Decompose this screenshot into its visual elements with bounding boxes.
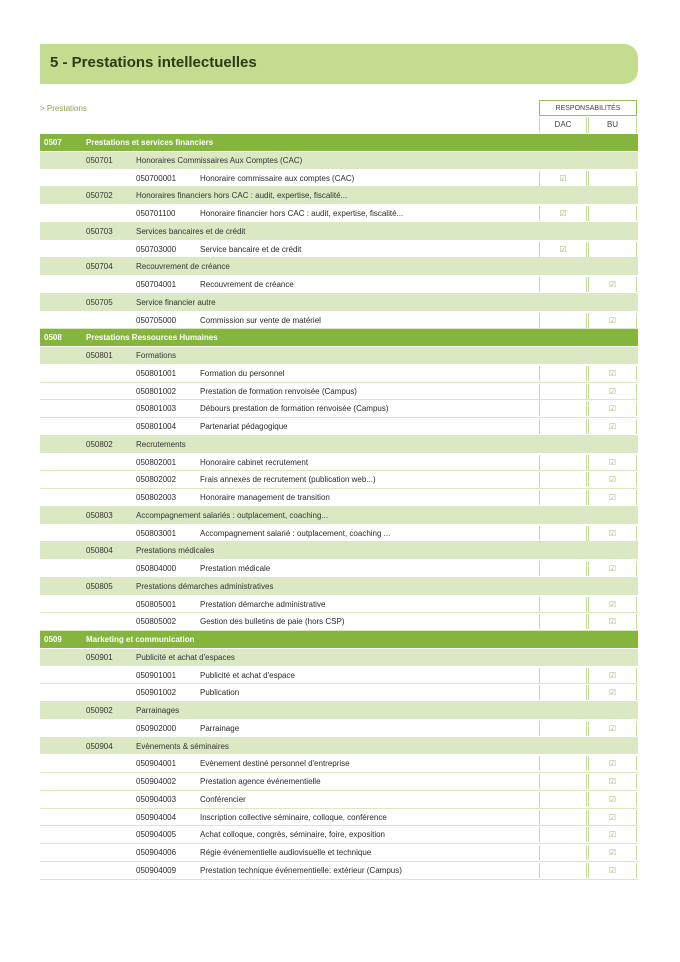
dac-checkbox-icon	[539, 401, 587, 416]
row-label: Prestation médicale	[200, 564, 271, 573]
row-label: Gestion des bulletins de paie (hors CSP)	[200, 617, 345, 627]
bu-checkbox-icon: ☑	[588, 614, 637, 629]
row-label: Publication	[200, 688, 240, 698]
row-label: Publicité et achat d'espace	[200, 670, 295, 680]
subcategory-row	[40, 223, 638, 241]
bu-checkbox-icon: ☑	[588, 845, 637, 860]
dac-checkbox-icon	[539, 366, 587, 381]
bu-checkbox-icon: ☑	[588, 277, 637, 292]
subheader: > Prestations	[40, 104, 87, 113]
row-label: Honoraire financier hors CAC : audit, expertise, fiscalité...	[200, 209, 404, 218]
category-row	[40, 134, 638, 152]
row-code: 050904001	[136, 759, 177, 769]
dac-checkbox-icon: ☑	[539, 242, 587, 257]
responsibilities-header: RESPONSABILITÉS	[539, 100, 637, 116]
bu-checkbox-icon: ☑	[588, 313, 637, 328]
item-row	[40, 454, 638, 472]
bu-checkbox-icon: ☑	[588, 774, 637, 789]
row-code: 050902	[86, 706, 113, 715]
row-label: Recouvrement de créance	[136, 262, 230, 272]
row-label: Prestations médicales	[136, 546, 215, 556]
item-row	[40, 809, 638, 827]
bu-checkbox-icon: ☑	[588, 827, 637, 842]
row-label: Prestation technique événementielle: extérieur (Campus)	[200, 865, 402, 875]
row-label: Parrainages	[136, 706, 180, 715]
row-label: Formation du personnel	[200, 368, 285, 378]
row-label: Conférencier	[200, 794, 246, 804]
subcategory-row	[40, 258, 638, 276]
row-code: 050801002	[136, 386, 177, 396]
subcategory-row	[40, 347, 638, 365]
item-row	[40, 276, 638, 294]
item-row	[40, 471, 638, 489]
dac-checkbox-icon	[539, 472, 587, 487]
item-row	[40, 755, 638, 773]
bu-checkbox-icon: ☑	[588, 419, 637, 434]
bu-checkbox-icon: ☑	[588, 384, 637, 399]
item-row	[40, 791, 638, 809]
row-label: Accompagnement salariés : outplacement, coaching...	[136, 510, 329, 520]
bu-checkbox-icon: ☑	[588, 597, 637, 612]
row-label: Frais annexes de recrutement (publication web...)	[200, 475, 376, 485]
item-row	[40, 312, 638, 330]
item-row	[40, 205, 638, 223]
dac-checkbox-icon	[539, 313, 587, 328]
item-row	[40, 400, 638, 418]
row-code: 050702	[86, 191, 113, 201]
row-code: 050700001	[136, 173, 177, 183]
row-code: 050701	[86, 155, 113, 165]
item-row	[40, 365, 638, 383]
subcategory-row	[40, 152, 638, 170]
category-row	[40, 631, 638, 649]
item-row	[40, 667, 638, 685]
item-row	[40, 684, 638, 702]
bu-checkbox-icon: ☑	[588, 401, 637, 416]
item-row	[40, 418, 638, 436]
dac-checkbox-icon	[539, 685, 587, 700]
bu-checkbox-icon: ☑	[588, 366, 637, 381]
row-code: 050902000	[136, 723, 177, 733]
item-row	[40, 862, 638, 880]
row-code: 050904003	[136, 794, 177, 804]
dac-checkbox-icon	[539, 721, 587, 736]
dac-checkbox-icon	[539, 774, 587, 789]
row-code: 050804000	[136, 564, 177, 573]
row-label: Service financier autre	[136, 297, 216, 307]
row-label: Débours prestation de formation renvoisée (Campus)	[200, 404, 389, 414]
row-code: 050802003	[136, 493, 177, 502]
item-row	[40, 596, 638, 614]
dac-checkbox-icon	[539, 561, 587, 576]
subcategory-row	[40, 187, 638, 205]
bu-checkbox-icon: ☑	[588, 810, 637, 825]
dac-checkbox-icon	[539, 526, 587, 541]
category-row	[40, 329, 638, 347]
item-row	[40, 383, 638, 401]
row-label: Prestation agence événementielle	[200, 777, 321, 786]
dac-checkbox-icon	[539, 455, 587, 470]
row-label: Prestations et services financiers	[86, 138, 214, 147]
bu-checkbox-icon: ☑	[588, 721, 637, 736]
row-code: 050904009	[136, 865, 177, 875]
row-label: Commission sur vente de matériel	[200, 315, 321, 325]
row-code: 050901	[86, 652, 113, 662]
bu-checkbox-icon: ☑	[588, 472, 637, 487]
item-row	[40, 720, 638, 738]
subcategory-row	[40, 294, 638, 312]
row-code: 050802	[86, 439, 113, 449]
row-label: Régie événementielle audiovisuelle et technique	[200, 848, 372, 857]
bu-checkbox-icon: ☑	[588, 668, 637, 683]
row-label: Recouvrement de créance	[200, 280, 294, 289]
row-label: Marketing et communication	[86, 635, 195, 644]
bu-checkbox-icon: ☑	[588, 756, 637, 771]
row-label: Parrainage	[200, 723, 240, 733]
row-label: Honoraire management de transition	[200, 493, 330, 502]
row-code: 050803	[86, 510, 113, 520]
row-code: 050804	[86, 546, 113, 556]
row-label: Formations	[136, 351, 177, 360]
dac-checkbox-icon	[539, 845, 587, 860]
row-label: Inscription collective séminaire, colloque, conférence	[200, 812, 387, 822]
dac-checkbox-icon	[539, 792, 587, 807]
row-code: 050802001	[136, 457, 177, 467]
row-label: Achat colloque, congrès, séminaire, foire, exposition	[200, 830, 385, 840]
section-header	[40, 44, 638, 84]
row-label: Prestation démarche administrative	[200, 599, 326, 609]
row-code: 050703	[86, 226, 113, 236]
row-label: Accompagnement salarié : outplacement, coaching ...	[200, 528, 391, 538]
row-code: 050801004	[136, 422, 177, 431]
subcategory-row	[40, 702, 638, 720]
row-code: 050705000	[136, 315, 177, 325]
section-title: 5 - Prestations intellectuelles	[50, 54, 257, 71]
dac-checkbox-icon	[539, 863, 587, 878]
bu-checkbox-icon: ☑	[588, 792, 637, 807]
subcategory-row	[40, 507, 638, 525]
item-row	[40, 560, 638, 578]
item-row	[40, 613, 638, 631]
row-label: Honoraire cabinet recrutement	[200, 457, 309, 467]
row-label: Honoraires financiers hors CAC : audit, expertise, fiscalité...	[136, 191, 348, 201]
row-code: 050704	[86, 262, 113, 272]
row-code: 050802002	[136, 475, 177, 485]
row-label: Publicité et achat d'espaces	[136, 652, 235, 662]
dac-checkbox-icon	[539, 419, 587, 434]
row-code: 050805	[86, 581, 113, 591]
bu-checkbox-icon: ☑	[588, 561, 637, 576]
item-row	[40, 489, 638, 507]
bu-checkbox-icon	[588, 242, 637, 257]
row-code: 050901002	[136, 688, 177, 698]
row-label: Recrutements	[136, 439, 186, 449]
row-code: 050901001	[136, 670, 177, 680]
subcategory-row	[40, 578, 638, 596]
row-code: 050904004	[136, 812, 177, 822]
row-label: Prestations Ressources Humaines	[86, 333, 218, 343]
subcategory-row	[40, 738, 638, 756]
bu-checkbox-icon	[588, 206, 637, 221]
bu-checkbox-icon: ☑	[588, 685, 637, 700]
row-code: 050801003	[136, 404, 177, 414]
subcategory-row	[40, 649, 638, 667]
bu-checkbox-icon: ☑	[588, 863, 637, 878]
row-code: 050705	[86, 297, 113, 307]
row-code: 050703000	[136, 244, 177, 254]
bu-checkbox-icon: ☑	[588, 455, 637, 470]
row-code: 050904005	[136, 830, 177, 840]
row-code: 050803001	[136, 528, 177, 538]
bu-column-header: BU	[588, 117, 637, 133]
row-code: 050704001	[136, 280, 177, 289]
dac-checkbox-icon: ☑	[539, 171, 587, 186]
dac-checkbox-icon	[539, 810, 587, 825]
dac-checkbox-icon	[539, 614, 587, 629]
row-code: 050904002	[136, 777, 177, 786]
row-code: 0507	[44, 138, 62, 147]
item-row	[40, 844, 638, 862]
dac-column-header: DAC	[539, 117, 587, 133]
dac-checkbox-icon	[539, 668, 587, 683]
item-row	[40, 170, 638, 188]
row-code: 050701100	[136, 209, 176, 218]
dac-checkbox-icon	[539, 384, 587, 399]
row-code: 0508	[44, 333, 62, 343]
row-label: Evènement destiné personnel d'entreprise	[200, 759, 350, 769]
dac-checkbox-icon	[539, 490, 587, 505]
row-label: Honoraires Commissaires Aux Comptes (CAC)	[136, 155, 303, 165]
dac-checkbox-icon	[539, 756, 587, 771]
row-label: Prestations démarches administratives	[136, 581, 274, 591]
item-row	[40, 773, 638, 791]
dac-checkbox-icon	[539, 827, 587, 842]
row-label: Prestation de formation renvoisée (Campus)	[200, 386, 357, 396]
item-row	[40, 826, 638, 844]
row-code: 050904	[86, 741, 113, 751]
category-table	[40, 134, 638, 880]
row-code: 050801	[86, 351, 113, 360]
subcategory-row	[40, 436, 638, 454]
row-label: Honoraire commissaire aux comptes (CAC)	[200, 173, 355, 183]
item-row	[40, 241, 638, 259]
row-code: 050801001	[136, 368, 177, 378]
row-code: 0509	[44, 635, 62, 644]
row-code: 050805001	[136, 599, 177, 609]
subcategory-row	[40, 542, 638, 560]
item-row	[40, 525, 638, 543]
bu-checkbox-icon	[588, 171, 637, 186]
row-label: Partenariat pédagogique	[200, 422, 288, 431]
bu-checkbox-icon: ☑	[588, 526, 637, 541]
dac-checkbox-icon	[539, 277, 587, 292]
row-code: 050805002	[136, 617, 177, 627]
row-code: 050904006	[136, 848, 177, 857]
row-label: Evènements & séminaires	[136, 741, 229, 751]
dac-checkbox-icon	[539, 597, 587, 612]
row-label: Service bancaire et de crédit	[200, 244, 302, 254]
dac-checkbox-icon: ☑	[539, 206, 587, 221]
row-label: Services bancaires et de crédit	[136, 226, 246, 236]
bu-checkbox-icon: ☑	[588, 490, 637, 505]
